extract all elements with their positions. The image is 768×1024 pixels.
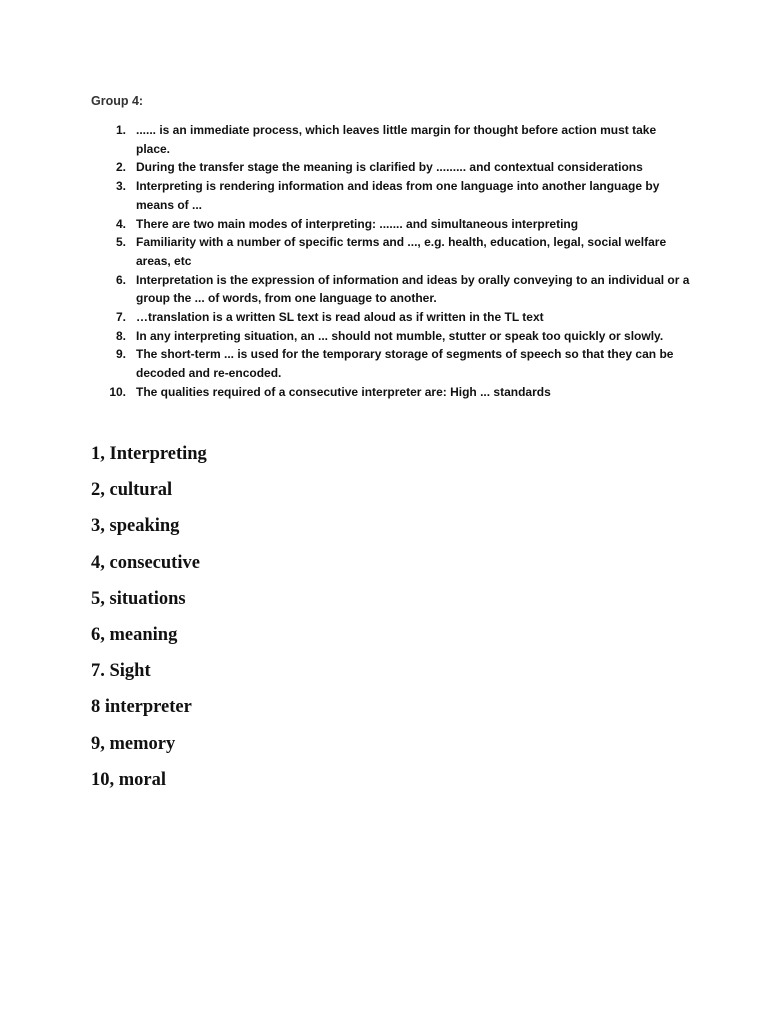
answer-item: 7. Sight	[91, 661, 151, 682]
question-number: 4.	[115, 216, 126, 231]
answer-item: 3, speaking	[91, 516, 180, 537]
question-item	[91, 177, 691, 214]
question-item	[91, 308, 691, 327]
answer-item: 5, situations	[91, 588, 186, 609]
question-text: During the transfer stage the meaning is clarified by ......... and contextual considerations	[136, 160, 643, 175]
question-number: 2.	[115, 160, 126, 175]
answer-item: 1, Interpreting	[91, 444, 207, 464]
question-number: 1.	[115, 123, 126, 137]
answer-list	[91, 440, 207, 802]
question-text: In any interpreting situation, an ... should not mumble, stutter or speak too quickly or slowly.	[136, 328, 664, 343]
answer-item: 8 interpreter	[91, 697, 192, 718]
question-number: 8.	[115, 328, 126, 343]
question-item	[91, 158, 691, 177]
question-item	[91, 271, 691, 308]
question-item	[91, 233, 691, 270]
question-number: 9.	[115, 347, 126, 362]
question-number: 10.	[109, 384, 126, 399]
question-list	[91, 121, 691, 402]
question-text: The qualities required of a consecutive interpreter are: High ... standards	[136, 384, 551, 399]
question-item	[91, 121, 691, 158]
question-text: Interpretation is the expression of information and ideas by orally conveying to an individual or a group the ... of words, from one language to another.	[136, 272, 690, 306]
answer-item: 2, cultural	[91, 480, 173, 501]
question-text: Familiarity with a number of specific terms and ..., e.g. health, education, legal, social welfare areas, etc	[136, 235, 667, 268]
question-item	[91, 215, 691, 234]
question-item	[91, 327, 691, 346]
question-text: …translation is a written SL text is read aloud as if written in the TL text	[136, 310, 544, 325]
question-text: There are two main modes of interpreting: ....... and simultaneous interpreting	[136, 216, 579, 231]
question-text: Interpreting is rendering information and ideas from one language into another language by means of ...	[136, 179, 660, 212]
question-number: 5.	[115, 235, 126, 250]
answer-item: 6, meaning	[91, 624, 178, 645]
answer-item: 4, consecutive	[91, 552, 200, 573]
question-text: The short-term ... is used for the temporary storage of segments of speech so that they can be decoded and re-encoded.	[136, 347, 674, 381]
question-number: 7.	[115, 310, 126, 325]
question-item	[91, 345, 691, 382]
question-text: ...... is an immediate process, which leaves little margin for thought before action must take place.	[136, 123, 657, 156]
question-item	[91, 383, 691, 402]
question-number: 6.	[115, 272, 126, 287]
question-number: 3.	[115, 179, 126, 194]
answer-item: 10, moral	[91, 769, 167, 790]
group-heading: Group 4:	[91, 94, 144, 108]
answer-item: 9, memory	[91, 733, 176, 754]
